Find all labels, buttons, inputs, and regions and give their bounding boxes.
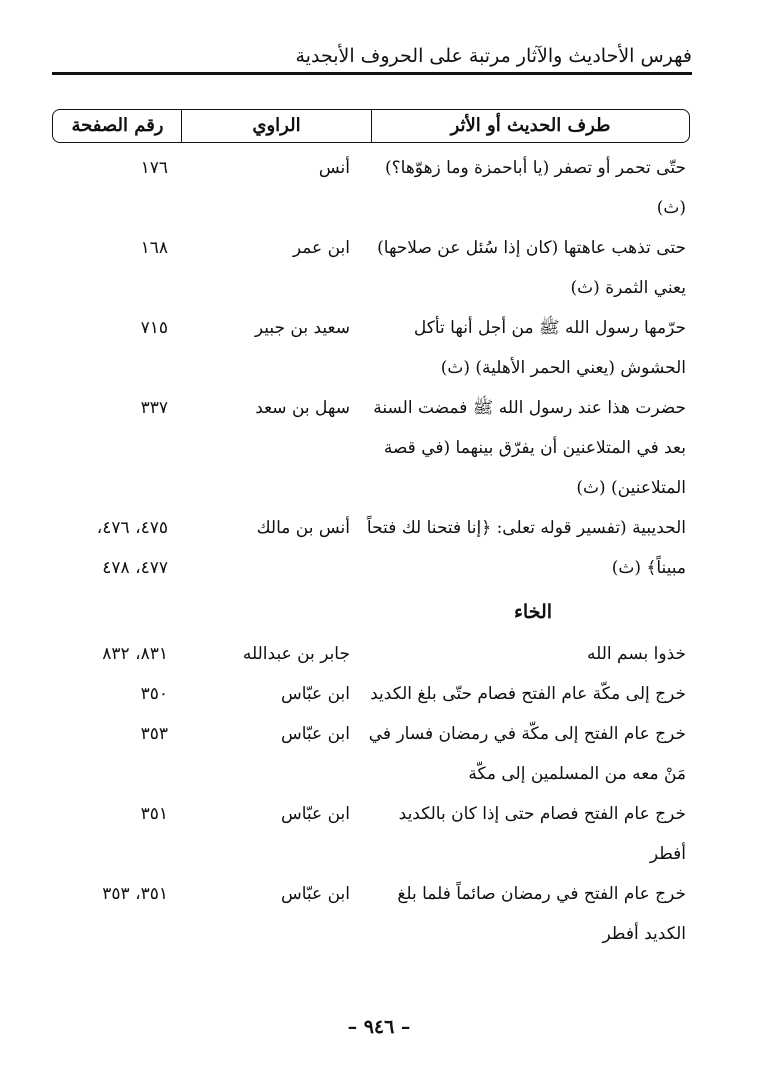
entry-page-continued: ٤٧٧، ٤٧٨ [102, 558, 168, 578]
entry-page: ٤٧٥، ٤٧٦، [96, 518, 168, 538]
entry-text: خرج إلى مكّة عام الفتح فصام حتّى بلغ الكديد [370, 684, 686, 704]
entry-text: خرج عام الفتح فصام حتى إذا كان بالكديد أفطر [398, 804, 686, 864]
index-entry [52, 228, 692, 308]
index-entries [52, 148, 692, 954]
column-header-text: طرف الحديث أو الأثر [371, 110, 689, 142]
column-header-narrator: الراوي [181, 110, 371, 142]
entry-text: خرج عام الفتح إلى مكّة في رمضان فسار في مَنْ معه من المسلمين إلى مكّة [368, 724, 686, 784]
entry-page: ١٦٨ [140, 238, 168, 258]
index-entry [52, 634, 692, 674]
column-header-page: رقم الصفحة [71, 115, 164, 136]
entry-text: الحديبية (تفسير قوله تعلى: ﴿إنا فتحنا لك فتحاً مبيناً﴾ (ث) [366, 518, 686, 578]
entry-page: ٣٥٠ [140, 684, 168, 704]
entry-narrator: ابن عبّاس [280, 724, 350, 744]
index-entry [52, 674, 692, 714]
index-entry [52, 794, 692, 874]
entry-page: ٧١٥ [140, 318, 168, 338]
entry-text: خذوا بسم الله [586, 644, 686, 664]
entry-narrator: أنس [318, 158, 350, 178]
entry-narrator: ابن عبّاس [280, 804, 350, 824]
entry-text: حتى تذهب عاهتها (كان إذا سُئل عن صلاحها) يعني الثمرة (ث) [377, 238, 686, 298]
column-header [52, 109, 690, 143]
entry-page: ٣٥١، ٣٥٣ [102, 884, 168, 904]
entry-page: ٣٥٣ [140, 724, 168, 744]
entry-page: ٣٣٧ [140, 398, 168, 418]
section-heading-kha: الخاء [513, 601, 553, 623]
page-number: – ٩٤٦ – [347, 1016, 411, 1038]
entry-narrator: سعيد بن جبير [254, 318, 350, 338]
index-entry [52, 508, 692, 588]
header-rule [52, 72, 692, 75]
entry-page: ٨٣١، ٨٣٢ [102, 644, 168, 664]
index-entry [52, 148, 692, 228]
running-header: فهرس الأحاديث والآثار مرتبة على الحروف الأبجدية [295, 45, 692, 67]
entry-narrator: جابر بن عبدالله [242, 644, 350, 664]
entry-text: حتّى تحمر أو تصفر (يا أباحمزة وما زهوّها؟) (ث) [385, 158, 686, 218]
entry-narrator: سهل بن سعد [255, 398, 350, 418]
entry-page-list [52, 508, 182, 588]
entry-page: ١٧٦ [140, 158, 168, 178]
entry-narrator: أنس بن مالك [256, 518, 350, 538]
index-entry [52, 714, 692, 794]
entry-text: خرج عام الفتح في رمضان صائماً فلما بلغ الكديد أفطر [397, 884, 686, 944]
section-heading-wrap [52, 588, 692, 634]
entry-narrator: ابن عمر [292, 238, 350, 258]
entry-text: حضرت هذا عند رسول الله ﷺ فمضت السنة بعد في المتلاعنين أن يفرّق بينهما (في قصة المتلاعنين) (ث) [373, 398, 686, 498]
index-entry [52, 874, 692, 954]
entry-text: حرّمها رسول الله ﷺ من أجل أنها تأكل الحشوش (يعني الحمر الأهلية) (ث) [413, 318, 686, 378]
index-entry [52, 308, 692, 388]
entry-narrator: ابن عبّاس [280, 684, 350, 704]
entry-page: ٣٥١ [140, 804, 168, 824]
index-entry [52, 388, 692, 508]
entry-narrator: ابن عبّاس [280, 884, 350, 904]
